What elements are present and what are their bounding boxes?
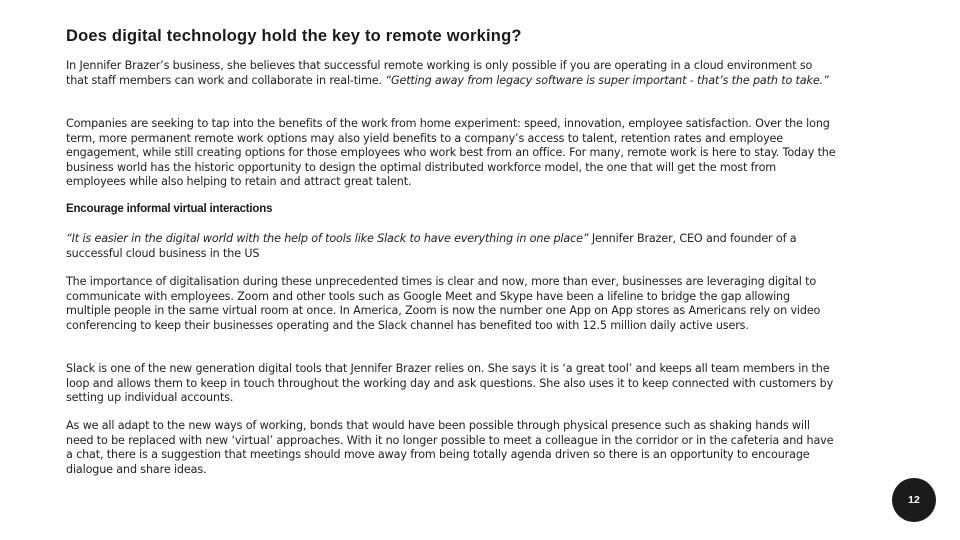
brazer-quote: “It is easier in the digital world with the help of tools like Slack to have everything in one place” — [66, 232, 589, 245]
slide-title: Does digital technology hold the key to remote working? — [66, 27, 522, 45]
intro-text: In Jennifer Brazer’s business, she believes that successful remote working is only possible if you are operating in a cloud environment so that staff members can work and collaborate in real-time. — [66, 59, 813, 87]
benefits-paragraph: Companies are seeking to tap into the benefits of the work from home experiment: speed, innovation, employee satisfaction. Over the long term, more permanent remote work options may also yield benefits to a company’s access to talent, retention rates and employee engagement, while still creating options for those employees who work best from an office. For many, remote work is here to stay. Today the business world has the historic opportunity to design the optimal distributed workforce model, the one that will get the most from employees while also helping to retain and attract great talent. — [66, 117, 836, 188]
slack-paragraph: Slack is one of the new generation digital tools that Jennifer Brazer relies on. She says it is ‘a great tool’ and keeps all team members in the loop and allows them to keep in touch throughout the working day and ask questions. She also uses it to keep connected with customers by setting up individual accounts. — [66, 362, 834, 404]
digitalisation-paragraph: The importance of digitalisation during these unprecedented times is clear and now, more than ever, businesses are leveraging digital to communicate with employees. Zoom and other tools such as Google Meet and Skype have been a lifeline to bridge the gap allowing multiple people in the same virtual room at once. In America, Zoom is now the number one App on App stores as Americans rely on video conferencing to keep their businesses operating and the Slack channel has benefited too with 12.5 million daily active users. — [66, 275, 821, 332]
quote-paragraph — [66, 232, 836, 261]
intro-quote: “Getting away from legacy software is super important - that’s the path to take.” — [385, 73, 829, 87]
adapt-paragraph: As we all adapt to the new ways of working, bonds that would have been possible through physical presence such as shaking hands will need to be replaced with new ‘virtual’ approaches. With it no longer possible to meet a colleague in the corridor or in the cafeteria and have a chat, there is a suggestion that meetings should move away from being totally agenda driven so there is an opportunity to encourage dialogue and share ideas. — [66, 419, 834, 476]
page-number-badge: 12 — [892, 478, 936, 522]
intro-paragraph — [66, 59, 836, 88]
quote-attribution: Jennifer Brazer, CEO and founder of a successful cloud business in the US — [66, 232, 797, 260]
section-heading: Encourage informal virtual interactions — [66, 203, 273, 215]
